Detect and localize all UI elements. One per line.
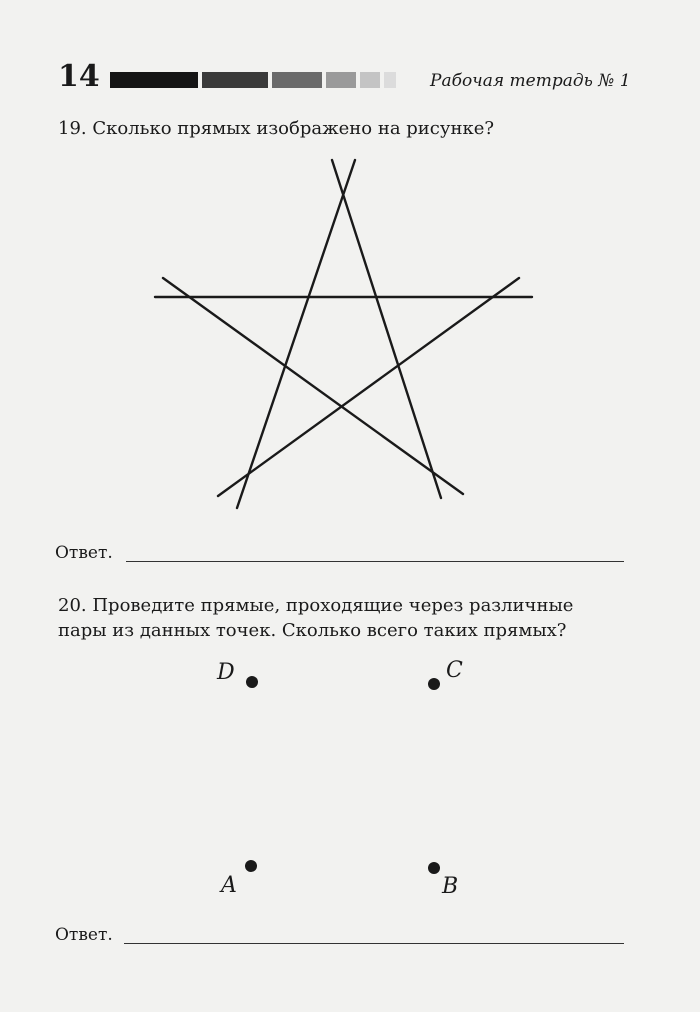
star-line (332, 160, 441, 498)
task-20-question-line: пары из данных точек. Сколько всего таких прямых? (58, 620, 567, 641)
star-line (218, 278, 519, 496)
task-20-question (58, 593, 658, 643)
point-b-label: B (442, 874, 459, 899)
task-19-answer-label: Ответ. (55, 543, 113, 563)
task-19-answer-field[interactable] (126, 561, 624, 562)
star-line (237, 160, 355, 508)
point-a-label: A (221, 873, 237, 898)
workbook-title: Рабочая тетрадь № 1 (430, 71, 631, 91)
point-c-label: C (446, 658, 463, 683)
point-a (245, 860, 257, 872)
point-d-label: D (217, 660, 235, 685)
page-number: 14 (58, 59, 100, 94)
point-b (428, 862, 440, 874)
task-20-answer-field[interactable] (124, 943, 624, 944)
task-20-question-line: 20. Проведите прямые, проходящие через различные (58, 595, 574, 616)
star-line (163, 278, 463, 494)
point-c (428, 678, 440, 690)
points-figure (216, 658, 463, 899)
task-20-answer-label: Ответ. (55, 925, 113, 945)
point-d (246, 676, 258, 688)
task-19-question: 19. Сколько прямых изображено на рисунке? (58, 118, 495, 139)
star-figure (155, 160, 532, 508)
